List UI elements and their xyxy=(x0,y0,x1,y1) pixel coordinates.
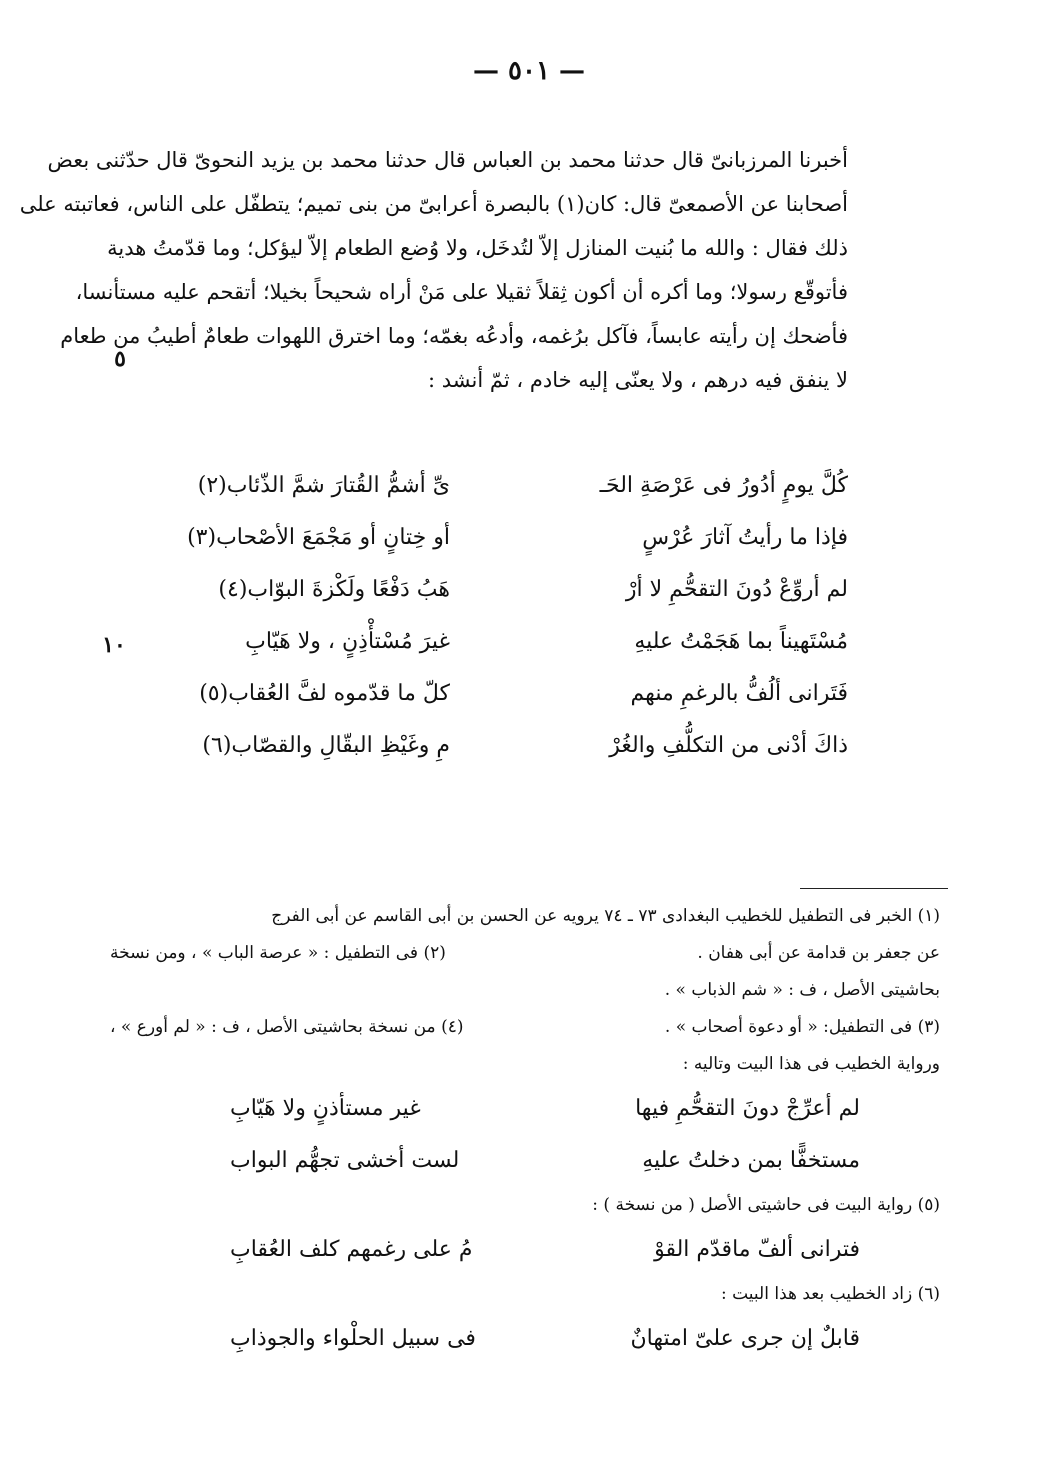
poem-verse xyxy=(150,564,848,616)
verse-second-hemistich: كلّ ما قدّموه لفَّ العُقاب(٥) xyxy=(199,681,450,706)
verse-first-hemistich: فَتَرانى ألُفُّ بالرغمِ منهم xyxy=(630,681,848,706)
footnote-2-continued: بحاشيتى الأصل ، ف : « شم الذباب » . xyxy=(664,980,940,1000)
footnote-3: (٣) فى التطفيل: « أو دعوة أصحاب » . xyxy=(664,1017,940,1037)
footnote-4-verse xyxy=(110,1135,940,1187)
poem-verse xyxy=(150,616,848,668)
footnote-4-verse xyxy=(110,1083,940,1135)
verse-first-hemistich: فإذا ما رأيتُ آثارَ عُرْسٍ xyxy=(642,525,848,550)
footnote-line xyxy=(110,935,940,972)
verse-first-hemistich: مُسْتَهيناً بما هَجَمْتُ عليهِ xyxy=(634,629,848,654)
footnote-line xyxy=(110,1009,940,1046)
verse-second-hemistich: غير مستأذنٍ ولا هَيّابِ xyxy=(230,1096,421,1121)
verse-first-hemistich: ذاكَ أدْنى من التكلُّفِ والغُرْ xyxy=(609,733,848,758)
verse-first-hemistich: لم أعرِّجْ دونَ التقحُّمِ فيها xyxy=(635,1096,860,1121)
prose-line: فأضحك إن رأيته عابساً، فآكل برُغمه، وأدعُه بغمّه؛ وما اخترق اللهوات طعامٌ أطيبُ من طعام xyxy=(60,324,848,348)
footnote-divider xyxy=(800,888,948,889)
poem-verse xyxy=(150,460,848,512)
verse-first-hemistich: قابلٌ إن جرى علىّ امتهانٌ xyxy=(630,1326,860,1351)
poem xyxy=(150,460,848,772)
verse-second-hemistich: مُ على رغمهم كلف العُقابِ xyxy=(230,1237,473,1262)
poem-verse xyxy=(150,720,848,772)
verse-second-hemistich: أو خِتانٍ أو مَجْمَعَ الأصْحاب(٣) xyxy=(187,525,450,550)
prose-line: أصحابنا عن الأصمعىّ قال: كان(١) بالبصرة أعرابىّ من بنى تميم؛ يتطفّل على الناس، فعاتبته على xyxy=(19,192,848,216)
prose-paragraph xyxy=(19,138,848,402)
footnote-5-verse xyxy=(110,1224,940,1276)
footnote-1-continued: عن جعفر بن قدامة عن أبى هفان . xyxy=(697,943,940,963)
verse-first-hemistich: مستخفًّا بمن دخلتُ عليهِ xyxy=(642,1148,860,1173)
poem-verse xyxy=(150,668,848,720)
line-number-5: ٥ xyxy=(114,346,126,372)
footnote-1: (١) الخبر فى التطفيل للخطيب البغدادى ٧٣ ـ ٧٤ يرويه عن الحسن بن أبى القاسم عن أبى الفرج xyxy=(271,906,940,926)
prose-line: لا ينفق فيه درهم ، ولا يعنّى إليه خادم ، ثمّ أنشد : xyxy=(428,368,848,392)
line-number-10: ١٠ xyxy=(102,632,126,658)
prose-line: فأتوقّع رسولا؛ وما أكره أن أكون ثِقلاً ثقيلا على مَنْ أراه شحيحاً بخيلا؛ أتقحم عليه مستأنسا، xyxy=(75,280,848,304)
footnote-6: (٦) زاد الخطيب بعد هذا البيت : xyxy=(720,1284,940,1304)
footnotes xyxy=(110,898,940,1365)
footnote-5: (٥) رواية البيت فى حاشيتى الأصل ( من نسخة ) : xyxy=(592,1195,940,1215)
footnote-6-verse xyxy=(110,1313,940,1365)
verse-second-hemistich: مِ وغَيْظِ البقّالِ والقصّاب(٦) xyxy=(202,733,450,758)
footnote-4-continued: ورواية الخطيب فى هذا البيت وتاليه : xyxy=(682,1054,940,1074)
prose-line: ذلك فقال : والله ما بُنيت المنازل إلاّ لتُدخَل، ولا وُضع الطعام إلاّ ليؤكل؛ وما قدّمتُ هدية xyxy=(107,236,848,260)
footnote-2: (٢) فى التطفيل : « عرصة الباب » ، ومن نسخة xyxy=(110,943,446,963)
verse-first-hemistich: فترانى ألفّ ماقدّم القوْ xyxy=(654,1237,860,1262)
verse-second-hemistich: فى سبيل الحلْواء والجوذابِ xyxy=(230,1326,476,1351)
verse-first-hemistich: كُلَّ يومٍ أدُورُ فى عَرْصَةِ الحَـ xyxy=(599,473,848,498)
verse-second-hemistich: لست أخشى تجهُّم البواب xyxy=(230,1148,460,1173)
page-number: — ٥٠١ — xyxy=(472,56,586,86)
prose-line: أخبرنا المرزبانىّ قال حدثنا محمد بن العباس قال حدثنا محمد بن يزيد النحوىّ قال حدّثنى بعض xyxy=(47,148,848,172)
poem-verse xyxy=(150,512,848,564)
verse-first-hemistich: لم أروِّعْ دُونَ التقحُّمِ لا أرْ xyxy=(625,577,848,602)
verse-second-hemistich: هَبُ دَفْعًا ولَكْزةَ البوّاب(٤) xyxy=(218,577,450,602)
footnote-4: (٤) من نسخة بحاشيتى الأصل ، ف : « لم أورع » ، xyxy=(110,1017,464,1037)
verse-second-hemistich: ىِّ أشمُّ القُتارَ شمَّ الذّئاب(٢) xyxy=(197,473,450,498)
verse-second-hemistich: غيرَ مُسْتأْذِنٍ ، ولا هَيّابِ xyxy=(245,629,450,654)
